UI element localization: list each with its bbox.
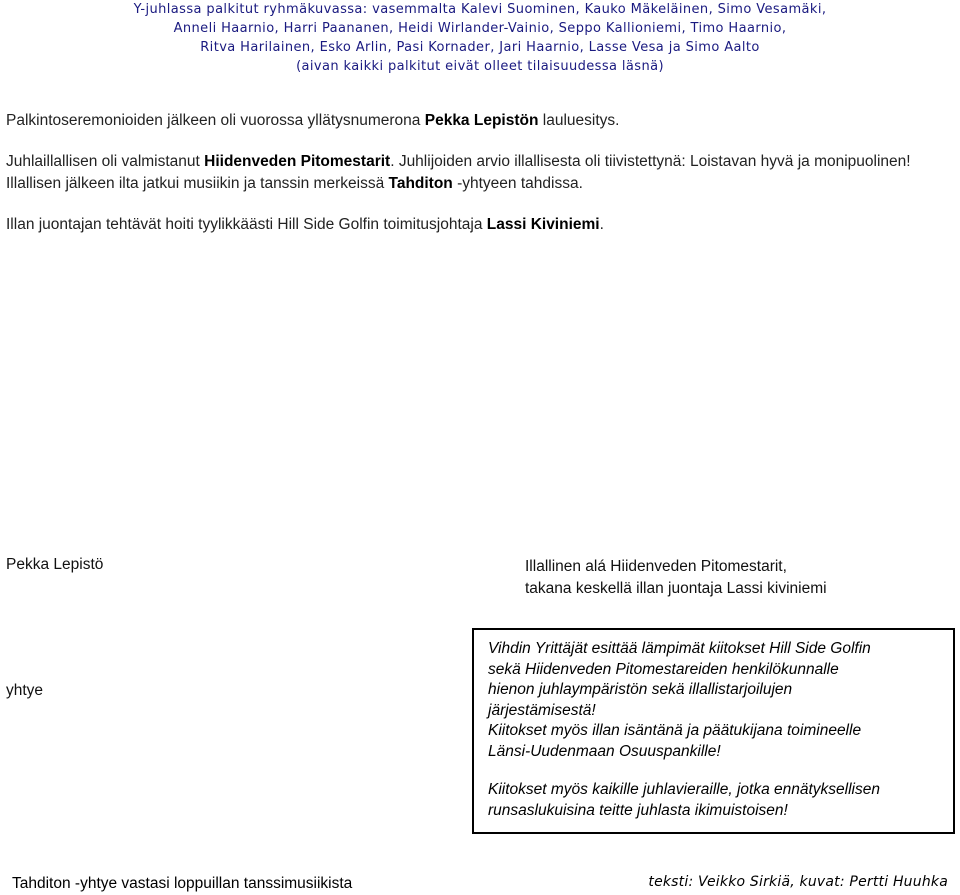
text: Illan juontajan tehtävät hoiti tyylikkäästi Hill Side Golfin toimitusjohtaja <box>6 216 487 233</box>
thanks-box <box>472 628 955 834</box>
photo-caption-yhtye: yhtye <box>6 682 44 699</box>
photo-caption-group <box>0 0 960 76</box>
text: . Juhlijoiden arvio illallisesta oli tiivistettynä: Loistavan hyvä ja monipuolinen! Illallisen jälkeen ilta jatkui musiikin ja tanssin merkeissä <box>6 153 911 192</box>
text: -yhtyeen tahdissa. <box>452 175 583 192</box>
thanks-line: runsaslukuisina teitte juhlasta ikimuistoisen! <box>488 801 788 819</box>
photo-caption-left: Pekka Lepistö <box>6 556 104 573</box>
photo-caption-right <box>525 556 827 600</box>
host-name: Lassi Kiviniemi <box>486 216 600 233</box>
thanks-line: Kiitokset myös illan isäntänä ja päätukijana toimineelle <box>488 722 862 739</box>
thanks-line: Kiitokset myös kaikille juhlavieraille, jotka ennätyksellisen <box>488 781 880 798</box>
spacer <box>488 762 943 780</box>
text: . <box>599 216 604 233</box>
caption-line: Y-juhlassa palkitut ryhmäkuvassa: vasemmalta Kalevi Suominen, Kauko Mäkeläinen, Simo Vesamäki, <box>133 2 827 17</box>
performer-name: Pekka Lepistön <box>424 112 539 129</box>
thanks-line: Länsi-Uudenmaan Osuuspankille! <box>488 742 721 760</box>
caption-line: Illallinen alá Hiidenveden Pitomestarit, <box>525 558 787 575</box>
thanks-line: Vihdin Yrittäjät esittää lämpimät kiitokset Hill Side Golfin <box>488 640 871 657</box>
caption-line: (aivan kaikki palkitut eivät olleet tilaisuudessa läsnä) <box>296 59 664 74</box>
caption-line: Anneli Haarnio, Harri Paananen, Heidi Wirlander-Vainio, Seppo Kallioniemi, Timo Haarnio, <box>173 21 787 36</box>
paragraph-performance <box>6 110 619 132</box>
thanks-line: hienon juhlaympäristön sekä illallistarjoilujen <box>488 681 793 698</box>
caterer-name: Hiidenveden Pitomestarit <box>204 153 391 170</box>
band-name: Tahditon <box>388 175 453 192</box>
footer-credits: teksti: Veikko Sirkiä, kuvat: Pertti Huuhka <box>648 874 948 890</box>
footer-caption: Tahditon -yhtye vastasi loppuillan tanssimusiikista <box>12 875 353 892</box>
caption-line: Ritva Harilainen, Esko Arlin, Pasi Kornader, Jari Haarnio, Lasse Vesa ja Simo Aalto <box>200 40 760 55</box>
paragraph-dinner <box>6 151 951 195</box>
thanks-line: sekä Hiidenveden Pitomestareiden henkilökunnalle <box>488 660 839 678</box>
thanks-line: järjestämisestä! <box>488 701 596 719</box>
paragraph-host <box>6 214 604 236</box>
text: lauluesitys. <box>538 112 620 129</box>
caption-line: takana keskellä illan juontaja Lassi kiviniemi <box>525 580 827 597</box>
text: Palkintoseremonioiden jälkeen oli vuorossa yllätysnumerona <box>6 112 425 129</box>
text: Juhlaillallisen oli valmistanut <box>6 153 205 170</box>
